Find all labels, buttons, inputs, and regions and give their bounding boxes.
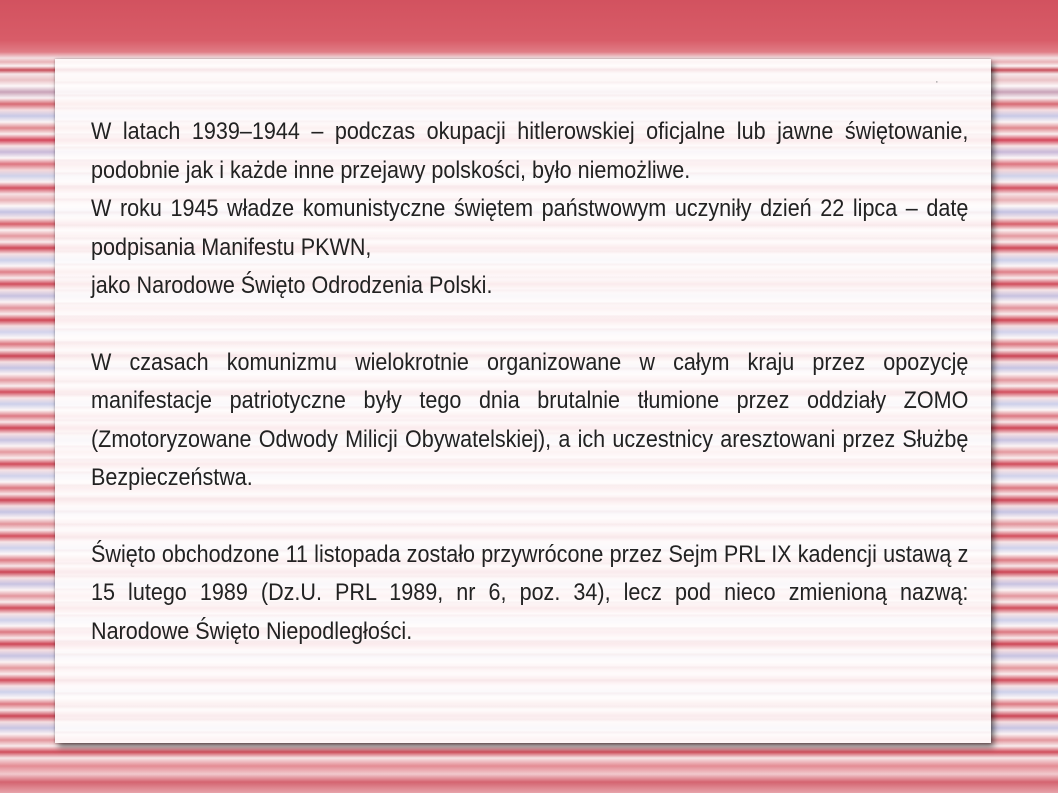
slide-marker: ·	[935, 76, 939, 88]
slide-text	[91, 113, 968, 651]
paragraph-1945: W roku 1945 władze komunistyczne świętem państwowym uczyniły dzień 22 lipca – datę podpisania Manifestu PKWN,	[91, 195, 969, 261]
slide-content-card	[55, 59, 991, 743]
paragraph-occupation: W latach 1939–1944 – podczas okupacji hitlerowskiej oficjalne lub jawne świętowanie, podobnie jak i każde inne przejawy polskości, było niemożliwe.	[91, 118, 969, 184]
paragraph-1945-continued: jako Narodowe Święto Odrodzenia Polski.	[91, 272, 493, 299]
paragraph-restoration: Święto obchodzone 11 listopada zostało przywrócone przez Sejm PRL IX kadencji ustawą z 15 lutego 1989 (Dz.U. PRL 1989, nr 6, poz. 34), lecz pod nieco zmienioną nazwą: Narodowe Święto Niepodległości.	[91, 540, 969, 645]
paragraph-communism: W czasach komunizmu wielokrotnie organizowane w całym kraju przez opozycję manifestacje patriotyczne były tego dnia brutalnie tłumione przez oddziały ZOMO (Zmotoryzowane Odwody Milicji Obywatelskiej), a ich uczestnicy aresztowani przez Służbę Bezpieczeństwa.	[91, 348, 969, 491]
